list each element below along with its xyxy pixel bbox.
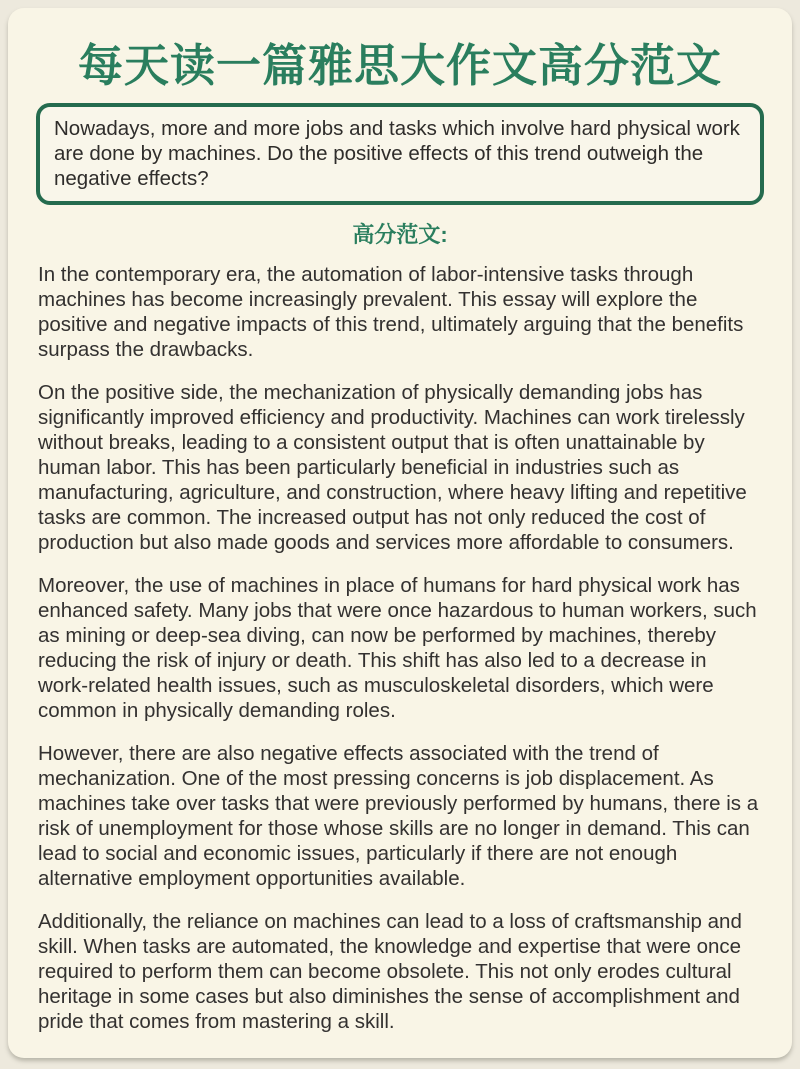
question-box — [36, 103, 764, 205]
essay-paragraph: Moreover, the use of machines in place of humans for hard physical work has enhanced safety. Many jobs that were once hazardous to human workers, such as mining or deep-sea diving, can now be performed by machines, thereby reducing the risk of injury or death. This shift has also led to a decrease in work-related health issues, such as musculoskeletal disorders, which were common in physically demanding roles. — [38, 574, 757, 722]
essay-body — [8, 262, 792, 1034]
page-title: 每天读一篇雅思大作文高分范文 — [77, 40, 722, 91]
essay-paragraph: On the positive side, the mechanization of physically demanding jobs has significantly improved efficiency and productivity. Machines can work tirelessly without breaks, leading to a consistent output that is often unattainable by human labor. This has been particularly beneficial in industries such as manufacturing, agriculture, and construction, where heavy lifting and repetitive tasks are common. The increased output has not only reduced the cost of production but also made goods and services more affordable to consumers. — [38, 381, 747, 554]
question-text: Nowadays, more and more jobs and tasks which involve hard physical work are done by machines. Do the positive effects of this trend outweigh the negative effects? — [54, 117, 740, 190]
essay-paragraph: In the contemporary era, the automation of labor-intensive tasks through machines has become increasingly prevalent. This essay will explore the positive and negative impacts of this trend, ultimately arguing that the benefits surpass the drawbacks. — [38, 263, 744, 361]
essay-paragraph: However, there are also negative effects associated with the trend of mechanization. One of the most pressing concerns is job displacement. As machines take over tasks that were previously performed by humans, there is a risk of unemployment for those whose skills are no longer in demand. This can lead to social and economic issues, particularly if there are not enough alternative employment opportunities available. — [38, 742, 759, 890]
essay-card — [8, 8, 792, 1058]
section-heading: 高分范文: — [352, 222, 448, 247]
essay-paragraph: Additionally, the reliance on machines can lead to a loss of craftsmanship and skill. When tasks are automated, the knowledge and expertise that were once required to perform them can become obsolete. This not only erodes cultural heritage in some cases but also diminishes the sense of accomplishment and pride that comes from mastering a skill. — [38, 910, 742, 1033]
